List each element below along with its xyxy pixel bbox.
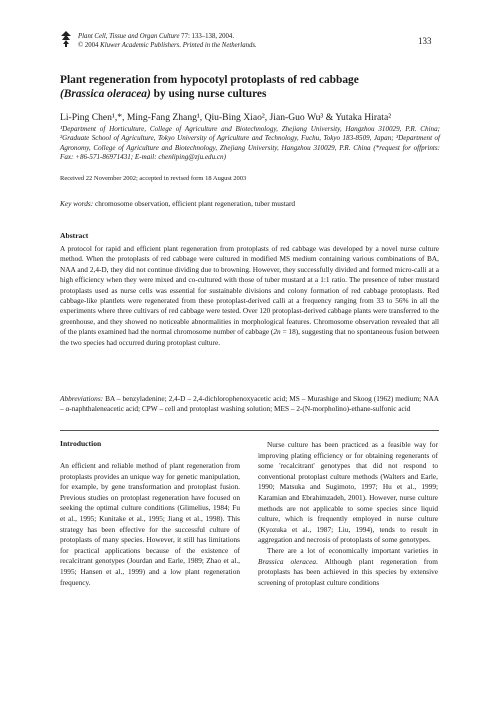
- journal-header: [78, 32, 257, 50]
- affiliations: ¹Department of Horticulture, College of Agriculture and Biotechnology, Zhejiang University, Hangzhou 310029, P.R. China; ²Graduate School of Agriculture, Tokyo University of Agriculture and Technology, Fuchu, Tokyo 183-8509, Japan; ³Department of Agronomy, College of Agriculture and Biotechnology, Zhejiang University, Hangzhou 310029, P.R. China (*request for offprints: Fax: +86-571-86971431; E-mail: chenliping@zju.edu.cn): [60, 125, 440, 161]
- page-number: 133: [418, 36, 432, 46]
- publisher-logo-icon: [60, 31, 72, 47]
- intro-column-left: An efficient and reliable method of plant regeneration from protoplasts provides an unique way for genetic manipulation, for example, by gene transformation and protoplast fusion. Previous studies on protoplast regeneration have focused on seeking the optimal culture conditions (Glimelius, 1984; Fu et al., 1995; Kunitake et al., 1995; Jiang et al., 1998). This strategy has been effective for the successful culture of protoplasts of many species. However, it still has limitations for practical applications because of the existence of recalcitrant genotypes (Jourdan and Earle, 1989; Zhao et al., 1995; Hansen et al., 1999) and a low plant regeneration frequency.: [60, 461, 240, 587]
- author-list: Li-Ping Chen¹,*, Ming-Fang Zhang¹, Qiu-Bing Xiao², Jian-Guo Wu³ & Yutaka Hirata²: [60, 112, 392, 123]
- section-divider: [60, 430, 439, 431]
- title-species: (Brassica oleracea): [60, 88, 151, 100]
- introduction-heading: Introduction: [60, 439, 102, 448]
- title-part-1: Plant regeneration from hypocotyl protoplasts of red cabbage: [60, 74, 359, 86]
- abstract-heading: Abstract: [60, 231, 89, 240]
- journal-name: Plant Cell, Tissue and Organ Culture: [78, 33, 180, 40]
- copyright-post: . Printed in the Netherlands.: [179, 42, 257, 50]
- copyright-pre: © 2004: [78, 42, 101, 50]
- intro-p2-pre: There are a lot of economically important varieties in: [267, 545, 438, 555]
- intro-paragraph-nurse: Nurse culture has been practiced as a feasible way for improving plating efficiency or for obtaining regenerants of some 'recalcitrant' genotypes that did not respond to conventional protoplast culture methods (Walters and Earle, 1990; Matsuka and Sugimoto, 1997; Hu et al., 1999; Karamian and Ebrahimzadeh, 2001). However, nurse culture methods are not applicable to some species since liquid culture, which is frequently employed in nurse culture (Kyozuka et al., 1987; Liu, 1994), tends to result in aggregation and necrosis of protoplasts of some genotypes.: [258, 440, 438, 545]
- intro-column-right: [258, 440, 438, 588]
- article-title: [60, 73, 440, 101]
- abbreviations: [60, 394, 439, 415]
- abstract-text-b: = 18), suggesting that no spontaneous fusion between the two species had occurred during protoplast culture.: [60, 327, 440, 347]
- title-part-3: by using nurse cultures: [150, 88, 267, 100]
- abbreviations-text: BA – benzyladenine; 2,4-D – 2,4-dichlorophenoxyacetic acid; MS – Murashige and Skoog (1962) medium; NAA – α-naphthaleneacetic acid; CPW – cell and protoplast washing solution; MES – 2-(N-morpholino)-ethane-sulfonic acid: [60, 394, 439, 414]
- keywords: [60, 199, 295, 208]
- abbreviations-label: Abbreviations:: [60, 394, 104, 403]
- keywords-label: Key words:: [60, 199, 94, 208]
- intro-p2-species: Brassica oleracea: [258, 556, 317, 566]
- abstract-var: 2n: [273, 327, 281, 337]
- journal-issue: 77: 133–138, 2004.: [179, 33, 235, 40]
- intro-p2-post: . Although plant regeneration from protoplasts has been achieved in this species by extensive screening of protoplast culture conditions: [258, 556, 438, 587]
- intro-paragraph-varieties: [258, 546, 438, 588]
- abstract-text-a: A protocol for rapid and efficient plant regeneration from protoplasts of red cabbage was developed by a novel nurse culture method. When the protoplasts of red cabbage were cultured in modified MS medium containing various combinations of BA, NAA and 2,4-D, they did not continue dividing due to browning. However, they successfully divided and formed micro-calli at a high efficiency when they were mixed and co-cultured with those of tuber mustard at a 1:1 ratio. The presence of tuber mustard protoplasts used as nurse cells was essential for sustainable divisions and colony formation of red cabbage protoplasts. Red cabbage-like plantlets were regenerated from these protoplast-derived calli at a frequency ranging from 33 to 56% in all the experiments where three cultivars of red cabbage were tested. Over 120 protoplast-derived cabbage plants were transferred to the greenhouse, and they showed no noticeable abnormalities in morphological features. Chromosome observation revealed that all of the plants examined had the normal chromosome number of cabbage (: [60, 244, 439, 337]
- keywords-text: chromosome observation, efficient plant regeneration, tuber mustard: [93, 199, 296, 208]
- abstract-body: [60, 244, 439, 348]
- publisher-name: Kluwer Academic Publishers: [100, 42, 180, 50]
- received-dates: Received 22 November 2002; accepted in revised form 18 August 2003: [60, 175, 247, 182]
